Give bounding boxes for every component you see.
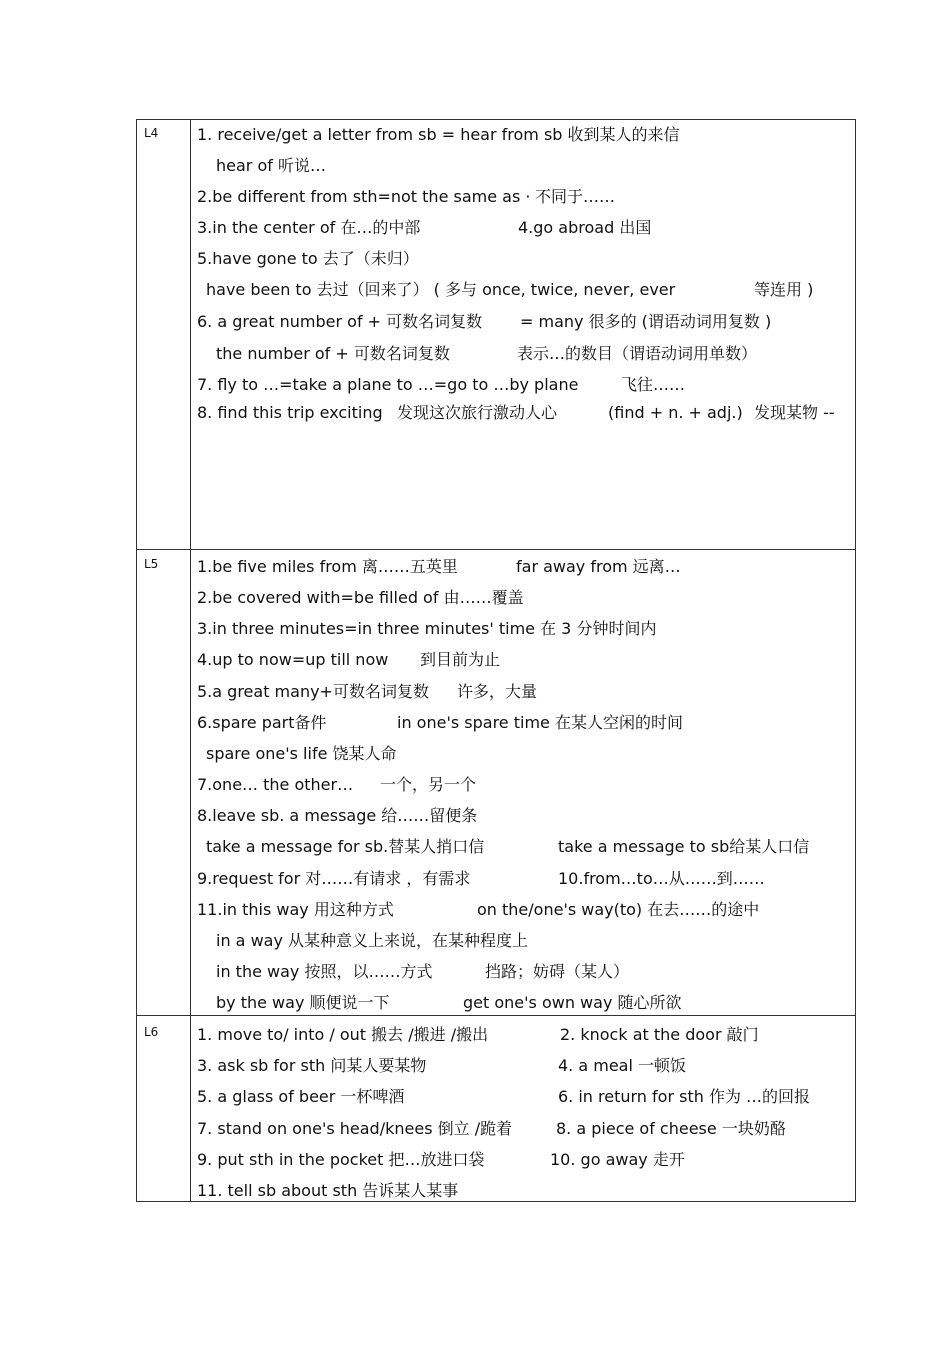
table-line: 9.request for 对……有请求 ，有需求 — [197, 869, 471, 888]
table-line: 11.in this way 用这种方式 — [197, 900, 394, 919]
table-line: 11. tell sb about sth 告诉某人某事 — [197, 1181, 459, 1200]
table-line: hear of 听说… — [216, 156, 326, 175]
table-line: 5.have gone to 去了（未归） — [197, 249, 419, 268]
table-line: 2.be covered with=be filled of 由……覆盖 — [197, 588, 524, 607]
table-line: in one's spare time 在某人空闲的时间 — [397, 713, 683, 732]
table-line: 5. a glass of beer 一杯啤酒 — [197, 1087, 405, 1106]
table-line: 2.be different from sth=not the same as · — [197, 187, 531, 206]
table-line: 发现这次旅行激动人心 — [397, 403, 558, 422]
table-line: 6. in return for sth 作为 …的回报 — [558, 1087, 811, 1106]
row-divider — [137, 549, 855, 550]
table-line: 9. put sth in the pocket 把…放进口袋 — [197, 1150, 485, 1169]
table-line: 2. knock at the door 敲门 — [560, 1025, 759, 1044]
table-line: 飞往…… — [621, 375, 686, 394]
table-line: 8.leave sb. a message 给……留便条 — [197, 806, 478, 825]
table-line: in the way 按照，以……方式 — [216, 962, 433, 981]
lesson-label: L4 — [144, 126, 159, 140]
table-line: 10.from…to…从……到…… — [558, 869, 765, 888]
table-line: 3.in three minutes=in three minutes' time 在 3 分钟时间内 — [197, 619, 657, 638]
vocabulary-table — [136, 119, 856, 1202]
table-line: take a message to sb给某人口信 — [558, 837, 810, 856]
table-line: have been to 去过（回来了） ( 多与 once, twice, never, ever — [206, 280, 676, 299]
table-line: 1. move to/ into / out 搬去 /搬进 /搬出 — [197, 1025, 489, 1044]
table-line: 6. a great number of + 可数名词复数 — [197, 312, 483, 331]
lesson-label: L6 — [144, 1025, 159, 1039]
table-line: 6.spare part备件 — [197, 713, 327, 732]
table-line: = many 很多的 (谓语动词用复数 ) — [520, 312, 772, 331]
table-line: in a way 从某种意义上来说，在某种程度上 — [216, 931, 529, 950]
table-line: 5.a great many+可数名词复数 — [197, 682, 429, 701]
table-line: 8. find this trip exciting — [197, 403, 383, 422]
table-line: on the/one's way(to) 在去……的途中 — [477, 900, 760, 919]
table-line: 4.go abroad 出国 — [518, 218, 652, 237]
table-line: 10. go away 走开 — [550, 1150, 685, 1169]
table-line: 7. stand on one's head/knees 倒立 /跪着 — [197, 1119, 513, 1138]
table-line: 一个，另一个 — [380, 775, 477, 794]
table-line: 不同于…… — [535, 187, 616, 206]
table-line: 发现某物 -- — [754, 403, 835, 422]
table-line: 7.one… the other… — [197, 775, 354, 794]
table-line: get one's own way 随心所欲 — [463, 993, 682, 1012]
table-line: (find + n. + adj.) — [608, 403, 743, 422]
table-line: 许多，大量 — [457, 682, 538, 701]
table-line: take a message for sb.替某人捎口信 — [206, 837, 485, 856]
table-line: by the way 顺便说一下 — [216, 993, 390, 1012]
row-divider — [137, 1015, 855, 1016]
table-line: 4. a meal 一顿饭 — [558, 1056, 687, 1075]
column-divider — [190, 120, 191, 1201]
table-line: spare one's life 饶某人命 — [206, 744, 397, 763]
table-line: 1. receive/get a letter from sb = hear from sb 收到某人的来信 — [197, 125, 680, 144]
table-line: 1.be five miles from 离……五英里 — [197, 557, 458, 576]
table-line: far away from 远离… — [516, 557, 681, 576]
table-line: 3.in the center of 在…的中部 — [197, 218, 421, 237]
table-line: 等连用 ) — [754, 280, 814, 299]
table-line: 3. ask sb for sth 问某人要某物 — [197, 1056, 427, 1075]
table-line: 8. a piece of cheese 一块奶酪 — [556, 1119, 786, 1138]
table-line: 到目前为止 — [420, 650, 501, 669]
table-line: 7. fly to …=take a plane to …=go to …by plane — [197, 375, 579, 394]
table-line: 表示…的数目（谓语动词用单数） — [517, 344, 758, 363]
table-line: the number of + 可数名词复数 — [216, 344, 450, 363]
table-line: 4.up to now=up till now — [197, 650, 389, 669]
lesson-label: L5 — [144, 557, 159, 571]
table-line: 挡路；妨碍（某人） — [485, 962, 630, 981]
